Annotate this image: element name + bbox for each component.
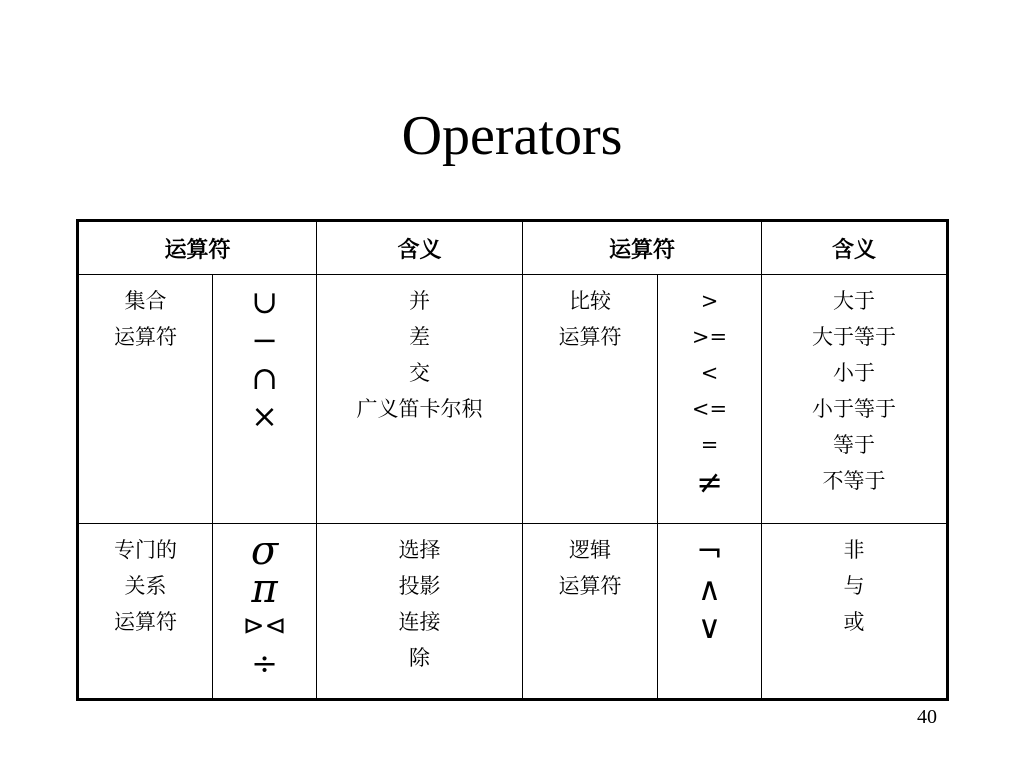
meaning-text: 非 xyxy=(843,538,865,562)
header-operator-left: 运算符 xyxy=(78,221,317,275)
category-line: 比较 xyxy=(569,289,611,313)
logical-operator-meanings xyxy=(762,524,948,700)
page-number: 40 xyxy=(917,706,937,728)
meaning-text: 差 xyxy=(409,325,430,349)
meaning-text: 与 xyxy=(843,574,865,598)
relational-operator-symbols xyxy=(213,524,317,700)
meaning-text: 广义笛卡尔积 xyxy=(356,397,483,421)
category-line: 运算符 xyxy=(114,325,177,349)
select-symbol: σ xyxy=(250,528,279,574)
set-operator-symbols xyxy=(213,275,317,524)
meaning-text: 选择 xyxy=(398,538,441,562)
table-row xyxy=(78,524,948,700)
not-symbol: ¬ xyxy=(696,532,723,570)
category-line: 运算符 xyxy=(558,325,622,349)
meaning-text: 投影 xyxy=(398,574,441,598)
table-row xyxy=(78,275,948,524)
meaning-text: 大于 xyxy=(833,289,875,313)
meaning-text: 小于 xyxy=(833,361,875,385)
difference-symbol: − xyxy=(251,321,278,359)
project-symbol: π xyxy=(251,566,278,612)
meaning-text: 并 xyxy=(409,289,430,313)
category-line: 集合 xyxy=(124,289,167,313)
meaning-text: 除 xyxy=(409,646,430,670)
comparison-operator-category xyxy=(523,275,658,524)
less-equal-symbol: <= xyxy=(691,397,728,421)
comparison-operator-symbols xyxy=(658,275,762,524)
and-symbol: ∧ xyxy=(697,570,722,608)
intersection-symbol: ∩ xyxy=(251,359,278,397)
meaning-text: 等于 xyxy=(833,433,875,457)
header-operator-right: 运算符 xyxy=(523,221,762,275)
greater-equal-symbol: >= xyxy=(691,325,728,349)
less-than-symbol: < xyxy=(700,361,719,385)
set-operator-meanings xyxy=(317,275,523,524)
logical-operator-symbols xyxy=(658,524,762,700)
operators-table xyxy=(76,219,949,701)
meaning-text: 交 xyxy=(409,361,430,385)
meaning-text: 或 xyxy=(843,610,865,634)
category-line: 关系 xyxy=(124,574,167,598)
relational-operator-category xyxy=(78,524,213,700)
join-symbol: ⊳⊲ xyxy=(242,611,287,641)
relational-operator-meanings xyxy=(317,524,523,700)
equal-symbol: = xyxy=(700,433,719,457)
cartesian-product-symbol: × xyxy=(251,397,278,435)
greater-than-symbol: > xyxy=(700,289,719,313)
category-line: 逻辑 xyxy=(569,538,611,562)
header-meaning-left: 含义 xyxy=(317,221,523,275)
division-symbol: ÷ xyxy=(251,644,278,682)
category-line: 专门的 xyxy=(114,538,177,562)
header-meaning-right: 含义 xyxy=(762,221,948,275)
category-line: 运算符 xyxy=(558,574,622,598)
table-header-row xyxy=(78,221,948,275)
meaning-text: 连接 xyxy=(398,610,441,634)
union-symbol: ∪ xyxy=(251,283,278,321)
meaning-text: 大于等于 xyxy=(812,325,896,349)
set-operator-category xyxy=(78,275,213,524)
meaning-text: 不等于 xyxy=(822,469,886,493)
logical-operator-category xyxy=(523,524,658,700)
not-equal-symbol: ≠ xyxy=(696,463,723,501)
comparison-operator-meanings xyxy=(762,275,948,524)
or-symbol: ∨ xyxy=(697,608,722,646)
slide-title: Operators xyxy=(401,105,623,167)
meaning-text: 小于等于 xyxy=(812,397,896,421)
category-line: 运算符 xyxy=(114,610,177,634)
